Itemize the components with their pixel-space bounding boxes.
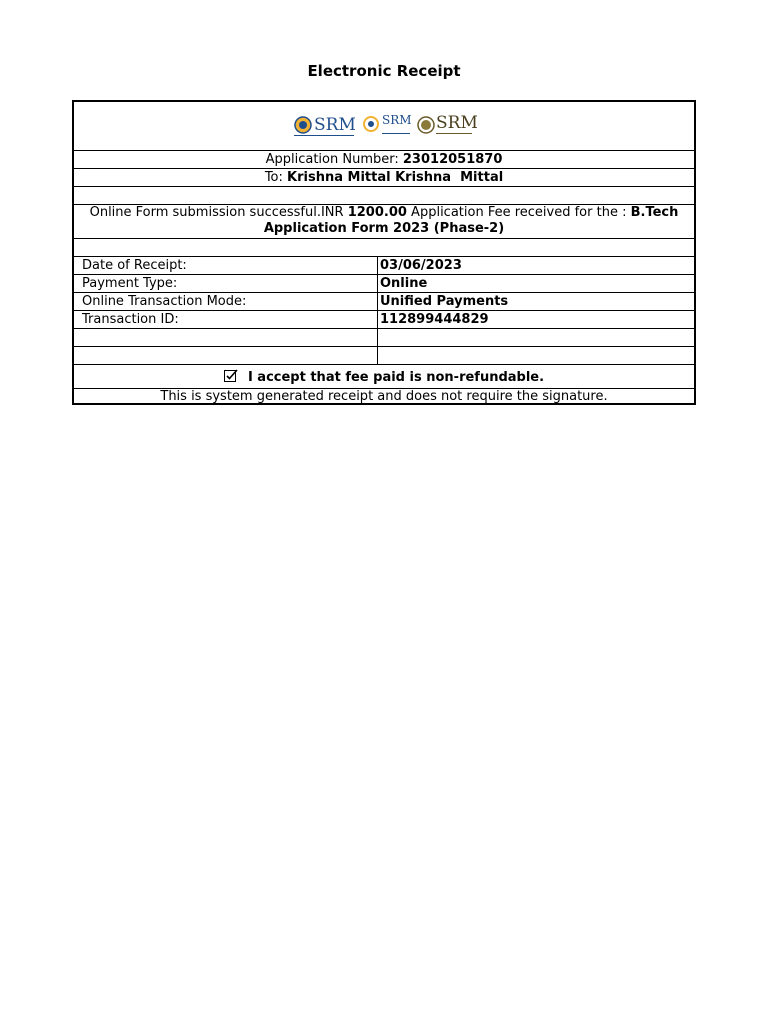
detail-row-transaction-id [74, 311, 694, 329]
logo-3-name: SRM [436, 113, 478, 133]
payment-type-label: Payment Type: [74, 275, 378, 292]
blank-row [74, 187, 694, 205]
detail-row-date [74, 257, 694, 275]
date-of-receipt-value: 03/06/2023 [380, 258, 462, 273]
detail-row-empty [74, 329, 694, 347]
recipient-row [74, 169, 694, 187]
detail-row-empty [74, 347, 694, 365]
empty-cell [379, 329, 694, 346]
form-name: B.Tech Application Form 2023 (Phase-2) [263, 205, 679, 236]
transaction-id-label: Transaction ID: [74, 311, 378, 328]
logo-2-name: SRM [382, 113, 412, 127]
empty-cell [379, 347, 694, 364]
recipient-name: Krishna Mittal Krishna Mittal [287, 170, 504, 185]
date-of-receipt-label: Date of Receipt: [74, 257, 378, 274]
srm-logo-ap [416, 113, 478, 138]
blank-row [74, 239, 694, 257]
srm-logo-ist [294, 114, 356, 138]
accept-checkbox[interactable] [224, 366, 238, 379]
payment-type-value: Online [380, 276, 428, 291]
detail-row-transaction-mode [74, 293, 694, 311]
accept-row [74, 365, 694, 389]
detail-row-payment-type [74, 275, 694, 293]
footer-note-row [74, 389, 694, 405]
footer-note: This is system generated receipt and does not require the signature. [160, 389, 608, 404]
message-text-start: Online Form submission successful.INR [89, 205, 348, 220]
empty-cell [74, 347, 378, 364]
empty-cell [74, 329, 378, 346]
srm-logo-university [362, 114, 412, 138]
application-number-value: 23012051870 [402, 152, 503, 167]
transaction-id-value: 112899444829 [380, 312, 489, 327]
submission-message [74, 205, 694, 239]
recipient-label: To: [264, 170, 283, 185]
application-number-label: Application Number: [265, 152, 399, 167]
message-text-middle: Application Fee received for the : [406, 205, 631, 220]
transaction-mode-value: Unified Payments [380, 294, 509, 309]
accept-label: I accept that fee paid is non-refundable. [247, 370, 545, 385]
logo-1-name: SRM [314, 115, 356, 135]
transaction-mode-label: Online Transaction Mode: [74, 293, 378, 310]
logo-row [74, 102, 694, 151]
application-number-row [74, 151, 694, 169]
receipt-table [72, 100, 696, 405]
checkbox-checked-icon [224, 369, 238, 382]
page-title: Electronic Receipt [307, 62, 461, 80]
fee-amount: 1200.00 [347, 205, 407, 220]
srm-logos [294, 113, 478, 138]
